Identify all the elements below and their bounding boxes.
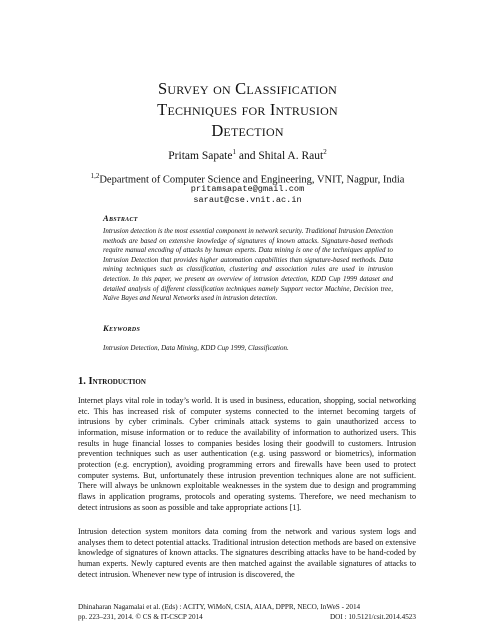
keywords-text: Intrusion Detection, Data Mining, KDD Cup 1999, Classification. [103,344,289,352]
author-1-superscript: 1 [232,148,236,156]
page-footer [78,603,416,622]
paper-title [60,78,435,141]
abstract-text: Intrusion detection is the most essential component in network security. Traditional Intrusion Detection methods are based on extensive knowledge of signatures of known attacks. Signature-based methods require manual encoding of attacks by human experts. Data mining is one of the techniques applied to Intrusion Detection that provides higher automation capabilities than signature-based methods. Data mining techniques such as classification, clustering and association rules are used in intrusion detection. In this paper, we present an overview of intrusion detection, KDD Cup 1999 dataset and detailed analysis of different classification techniques namely Support vector Machine, Decision tree, Naïve Bayes and Neural Networks used in intrusion detection. [103,227,393,303]
section-heading-introduction: 1. Introduction [78,376,146,387]
author-conjunction: and [235,149,259,162]
email-2[interactable]: saraut@cse.vnit.ac.in [193,194,302,205]
title-line-2: Techniques for Intrusion [157,100,338,119]
introduction-paragraph-2: Intrusion detection system monitors data coming from the network and various system logs and analyses them to detect potential attacks. Traditional intrusion detection methods are based on extensive knowledge of signatures of known attacks. The signatures describing attacks have to be hand-coded by human experts. Newly captured events are then matched against the available signatures of attacks to detect intrusion. Whenever new type of intrusion is discovered, the [78,527,416,579]
keywords-heading: Keywords [103,323,141,333]
footer-pages-copyright: pp. 223–231, 2014. © CS & IT-CSCP 2014 [78,612,203,621]
introduction-paragraph-1: Internet plays vital role in today’s world. It is used in business, education, shopping, social networking etc. This has increased risk of computer systems connected to the internet becoming targets of intrusions by cyber criminals. Cyber criminals attack systems to gain unauthorized access to information, misuse information or to reduce the availability of information to authorized users. This results in huge financial losses to companies besides losing their goodwill to customers. Intrusion prevention techniques such as user authentication (e.g. using password or biometrics), information protection (e.g. encryption), avoiding programming errors and firewalls have been used to protect computer systems. But, unfortunately these intrusion prevention techniques alone are not sufficient. There will always be unknown exploitable weaknesses in the system due to design and programming flaws in application programs, protocols and operating systems. Therefore, we need mechanism to detect intrusions as soon as possible and take appropriate actions [1]. [78,396,416,512]
abstract-heading: Abstract [103,213,138,223]
title-line-3: Detection [211,121,284,140]
affiliation-superscript: 1,2 [90,172,100,180]
email-1[interactable]: pritamsapate@gmail.com [190,184,305,194]
author-2-name: Shital A. Raut [258,149,324,162]
footer-row [78,613,416,623]
author-emails [60,184,435,205]
title-line-1: Survey on Classification [158,79,337,98]
author-list [60,148,435,162]
footer-proceedings: Dhinaharan Nagamalai et al. (Eds) : ACITY, WiMoN, CSIA, AIAA, DPPR, NECO, InWeS - 2014 [78,603,361,611]
author-2-superscript: 2 [323,148,327,156]
author-1-name: Pritam Sapate [168,149,233,162]
footer-doi: DOI : 10.5121/csit.2014.4523 [329,612,416,621]
affiliation-text: Department of Computer Science and Engineering, VNIT, Nagpur, India [99,174,405,186]
